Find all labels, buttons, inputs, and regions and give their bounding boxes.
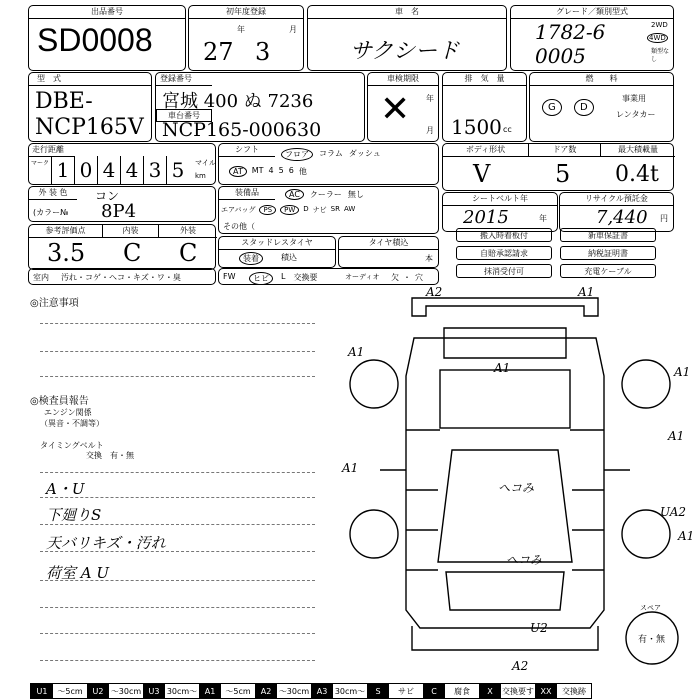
exterior-grade: C	[179, 239, 198, 267]
studless-options	[239, 252, 297, 265]
notes-title: ◎注意事項	[30, 298, 79, 309]
legend-desc: 〜30cm	[110, 687, 142, 696]
load-value: 0.4t	[615, 162, 659, 187]
type-line2: NCP165V	[35, 115, 144, 140]
note-line	[40, 323, 315, 324]
body-value: V	[473, 160, 491, 188]
legend-key: XX	[535, 684, 557, 698]
recycle-header: リサイクル預託金	[560, 193, 673, 206]
fuel-business: 事業用	[622, 94, 646, 103]
exterior-grade-header: 外装	[159, 225, 217, 238]
equipment-row1	[285, 189, 364, 200]
recycle-unit: 円	[660, 214, 668, 223]
equipment-option: D	[303, 205, 309, 213]
color-code: 8P4	[101, 201, 137, 222]
body-header: ボディ形状	[443, 144, 529, 157]
mileage-digit: 0	[74, 156, 97, 184]
wd-2: 2WD	[651, 21, 668, 29]
engine-label: エンジン関係	[44, 408, 92, 417]
interior-value: 汚れ・コゲ・ヘコ・キズ・ワ・臭	[61, 273, 181, 282]
windshield	[440, 370, 570, 428]
registration-box	[155, 72, 365, 142]
legend-item	[311, 684, 367, 698]
wd-4: 4WD	[649, 34, 666, 42]
legend-item	[143, 684, 199, 698]
interior-grade: C	[123, 239, 142, 267]
roof	[438, 450, 572, 562]
displacement-box	[442, 72, 527, 142]
grade-line1: 1782-6	[535, 20, 606, 44]
seatbelt-year: 2015	[463, 207, 509, 228]
inspector-note: 下廻りS	[46, 506, 102, 524]
doc-item: 抹消受付可	[456, 264, 552, 278]
color-note: (カラー№	[33, 208, 69, 217]
mileage-header: 走行距離	[29, 144, 75, 157]
equipment-box	[218, 186, 439, 234]
legend-item	[367, 684, 423, 698]
tire-count-label: 本	[425, 254, 433, 263]
damage-mark: A1	[348, 345, 365, 359]
type-line1: DBE-	[35, 89, 93, 114]
registration-year-header: 初年度登録	[189, 6, 303, 19]
engine-sub: （異音・不調等）	[40, 419, 104, 428]
legend-item	[199, 684, 255, 698]
studless-box	[218, 236, 336, 268]
grade-header: グレード／類別型式	[511, 6, 673, 19]
registration-year-box	[188, 5, 304, 71]
audio-option: 欠	[391, 273, 399, 282]
equipment-option: PW	[280, 205, 299, 215]
damage-mark: A1	[494, 361, 511, 375]
grades-box	[28, 224, 216, 270]
shift-option: 4	[268, 166, 274, 175]
inspection-year-label: 年	[426, 94, 434, 103]
legend-key: A2	[255, 684, 277, 698]
legend-desc: 〜5cm	[225, 687, 251, 696]
color-box	[28, 186, 216, 222]
timing-options: 交換 有・無	[86, 451, 134, 460]
legend-desc: 30cm〜	[334, 687, 366, 696]
shift-option: ダッシュ	[348, 149, 381, 158]
legend-item	[255, 684, 311, 698]
spare-options: 有・無	[638, 635, 666, 645]
legend-item	[479, 684, 535, 698]
note-line	[40, 633, 315, 634]
damage-mark: UA2	[660, 505, 687, 519]
doors-header: ドア数	[529, 144, 601, 157]
legend-key: U1	[31, 684, 53, 698]
displacement-header: 排 気 量	[443, 73, 526, 86]
legend-item	[31, 684, 87, 698]
grade-line2: 0005	[535, 44, 586, 68]
shift-option: 他	[298, 167, 307, 176]
studless-header: スタッドレスタイヤ	[219, 237, 335, 250]
legend-key: X	[479, 684, 501, 698]
shift-option: MT	[251, 166, 264, 175]
interior-row	[28, 268, 216, 285]
fw-option: ヒビ	[249, 272, 273, 285]
shift-option: 6	[288, 166, 294, 175]
shift-option: フロア	[281, 148, 313, 161]
rear-bumper	[412, 626, 598, 650]
legend-desc: 30cm〜	[166, 687, 198, 696]
legend-desc: サビ	[398, 687, 414, 696]
doc-item: 搬入時着板付	[456, 228, 552, 242]
legend-desc: 交換要す	[502, 687, 534, 696]
tire-header: タイヤ積込	[339, 237, 438, 250]
fuel-header: 燃 料	[530, 73, 673, 86]
chassis-header: 車台番号	[156, 109, 212, 122]
fw-option: L	[281, 272, 286, 281]
damage-mark: へコみ	[498, 481, 535, 495]
model-header: 車 名	[308, 6, 506, 19]
fuel-rental: レンタカー	[616, 110, 656, 119]
color-code-label: コン	[95, 189, 120, 203]
legend-key: U3	[143, 684, 165, 698]
damage-mark: U2	[530, 621, 548, 635]
hood	[444, 328, 566, 358]
mileage-mark: マーク	[31, 160, 50, 167]
vehicle-diagram	[340, 280, 695, 675]
equipment-header: 装備品	[219, 187, 275, 200]
fuel-d: D	[574, 99, 594, 116]
damage-mark: A1	[674, 365, 691, 379]
damage-mark: A2	[426, 285, 443, 299]
audio-option: ・	[403, 273, 411, 282]
legend-desc: 〜5cm	[57, 687, 83, 696]
fuel-g: G	[542, 99, 562, 116]
shift-header: シフト	[219, 144, 275, 157]
legend-item	[87, 684, 143, 698]
doors-value: 5	[555, 160, 571, 188]
mileage-unit-km: km	[195, 172, 206, 180]
registration-month: 3	[255, 38, 271, 66]
docs-box	[442, 226, 674, 282]
timing-label: タイミングベルト	[40, 441, 104, 450]
audio-label: オーディオ	[345, 273, 380, 281]
mileage-digit: 5	[166, 156, 189, 184]
wheel-rear-left	[350, 510, 398, 558]
note-line	[40, 351, 315, 352]
registration-year: 27	[203, 38, 234, 66]
grade-box	[510, 5, 674, 71]
mileage-digit: 4	[97, 156, 120, 184]
note-line	[40, 472, 315, 473]
model-name: サクシード	[350, 39, 460, 64]
fw-option: 交換要	[293, 273, 318, 282]
inspector-note: 天バリキズ・汚れ	[46, 534, 166, 552]
rear-window	[446, 572, 564, 610]
shift-row2	[229, 166, 307, 177]
score-value: 3.5	[47, 239, 86, 267]
type-note: 類型なし	[651, 48, 670, 63]
legend-key: S	[367, 684, 389, 698]
type-box	[28, 72, 152, 142]
note-line	[40, 376, 315, 377]
listing-header: 出品番号	[29, 6, 185, 19]
registration-header: 登録番号	[156, 73, 212, 86]
inspection-mark: ✕	[380, 89, 411, 130]
equipment-option: 無し	[347, 190, 364, 199]
inspector-note: 荷室 A U	[46, 564, 110, 582]
mileage-digit: 1	[51, 156, 74, 184]
equipment-row2	[221, 205, 355, 215]
audio-option: 穴	[415, 273, 423, 282]
doc-item: 新車保証書	[560, 228, 656, 242]
listing-number: SD0008	[37, 22, 153, 58]
year-label: 年	[237, 25, 245, 34]
wheel-front-left	[350, 360, 398, 408]
shift-option: AT	[229, 166, 247, 177]
damage-legend	[30, 683, 592, 699]
registration-number: 宮城 400 ぬ 7236	[162, 91, 314, 112]
inspection-box	[367, 72, 439, 142]
listing-box	[28, 5, 186, 71]
equipment-option: ナビ	[312, 206, 327, 214]
displacement-value: 1500	[451, 115, 502, 139]
shift-box	[218, 143, 439, 185]
model-box	[307, 5, 507, 71]
doc-item: 自賠承認請求	[456, 246, 552, 260]
damage-mark: へコみ	[506, 553, 543, 567]
fw-options	[249, 272, 317, 285]
damage-mark: A2	[512, 659, 529, 673]
legend-key: A3	[311, 684, 333, 698]
shift-row1	[281, 148, 381, 161]
legend-desc: 交換跡	[562, 687, 586, 696]
color-header: 外 装 色	[29, 187, 77, 200]
interior-label: 室内	[33, 273, 49, 282]
load-header: 最大積載量	[601, 144, 675, 157]
damage-mark: A1	[342, 461, 359, 475]
score-header: 参考評価点	[29, 225, 103, 238]
front-bumper	[412, 298, 598, 316]
damage-mark: A1	[668, 429, 685, 443]
inspection-header: 車検期限	[368, 73, 438, 86]
legend-item	[423, 684, 479, 698]
seatbelt-year-label: 年	[539, 214, 547, 223]
fw-label: FW	[223, 272, 236, 281]
damage-mark: A1	[578, 285, 595, 299]
note-line	[40, 607, 315, 608]
doc-item: 充電ケーブル	[560, 264, 656, 278]
shift-option: 5	[278, 166, 284, 175]
equipment-option: クーラー	[309, 190, 342, 199]
equipment-option: AC	[285, 189, 304, 200]
body-box	[442, 143, 674, 191]
damage-mark: A1	[678, 529, 695, 543]
equipment-option: エアバッグ	[221, 206, 256, 214]
shift-option: コラム	[319, 149, 343, 158]
legend-desc: 腐食	[454, 687, 470, 696]
note-line	[40, 660, 315, 661]
equipment-other: その他（	[223, 222, 255, 231]
recycle-value: 7,440	[596, 207, 648, 228]
chassis-number: NCP165-000630	[162, 119, 322, 141]
fuel-box	[529, 72, 674, 142]
mileage-unit-mile: マイル	[195, 159, 216, 167]
legend-item	[535, 684, 591, 698]
legend-key: U2	[87, 684, 109, 698]
mileage-box	[28, 143, 216, 185]
displacement-unit: cc	[503, 125, 512, 134]
equipment-option: PS	[259, 205, 276, 215]
inspection-month-label: 月	[426, 126, 434, 135]
seatbelt-header: シートベルト年	[443, 193, 557, 206]
mileage-digit: 4	[120, 156, 143, 184]
interior-grade-header: 内装	[103, 225, 159, 238]
studless-option: 積込	[281, 253, 297, 262]
legend-key: A1	[199, 684, 221, 698]
studless-option: 装着	[239, 252, 263, 265]
mileage-digits	[51, 156, 189, 184]
inspector-title: ◎検査員報告	[30, 396, 89, 407]
legend-key: C	[423, 684, 445, 698]
tire-box	[338, 236, 439, 268]
mileage-digit: 3	[143, 156, 166, 184]
type-header: 型 式	[29, 73, 151, 86]
equipment-option: SR	[330, 205, 340, 213]
wheel-front-right	[622, 360, 670, 408]
doc-item: 納税証明書	[560, 246, 656, 260]
legend-desc: 〜30cm	[278, 687, 310, 696]
inspector-note: A・U	[46, 480, 85, 498]
month-label: 月	[289, 25, 297, 34]
equipment-option: AW	[343, 205, 356, 213]
spare-label: スペア	[640, 604, 661, 612]
